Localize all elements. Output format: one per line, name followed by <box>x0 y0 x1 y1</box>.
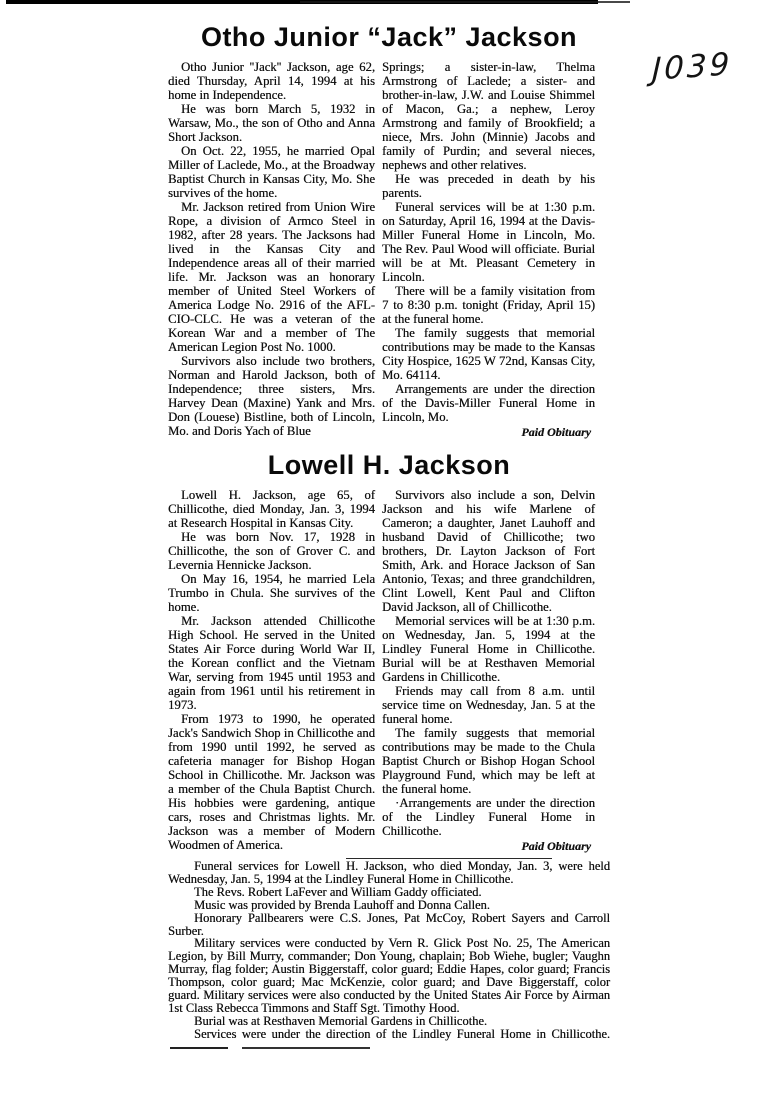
obit-paragraph: The family suggests that memorial contributions may be made to the Kansas City Hospice, 1625 W 72nd, Kansas City, Mo. 64114. <box>382 326 595 382</box>
notice-intro-rest: were held Wednesday, Jan. 5, 1994 at the Lindley Funeral Home in Chillicothe. <box>168 859 610 886</box>
obit-paragraph: Arrangements are under the direction of the Davis-Miller Funeral Home in Lincoln, Mo. <box>382 382 595 424</box>
obit-paragraph: On May 16, 1954, he married Lela Trumbo in Chula. She survives of the home. <box>168 572 375 614</box>
obit-paragraph: Survivors also include two brothers, Norman and Harold Jackson, both of Independence; three sisters, Mrs. Harvey Dean (Maxine) Yank and Mrs. Don (Louese) Bistline, both of Lincoln, Mo. and Doris Yach of Blue <box>168 354 375 438</box>
paid-obituary-label: Paid Obituary <box>521 425 591 439</box>
notice-paragraph: Burial was at Resthaven Memorial Gardens in Chillicothe. <box>194 1013 487 1028</box>
obit-paragraph: Springs; a sister-in-law, Thelma Armstrong of Laclede; a sister- and brother-in-law, J.W. and Louise Shimmel of Macon, Ga.; a nephew, Leroy Armstrong and family of Brookfield; a niece, Mrs. John (Minnie) Jacobs and family of Purdin; and several nieces, nephews and other relatives. <box>382 60 595 172</box>
obit-paragraph: The family suggests that memorial contributions may be made to the Chula Baptist Church or Bishop Hogan School Playground Fund, which may be left at the funeral home. <box>382 726 595 796</box>
obituary-title-otho-jackson: Otho Junior “Jack” Jackson <box>200 22 578 52</box>
obit-paragraph: ·Arrangements are under the direction of the Lindley Funeral Home in Chillicothe. <box>382 796 595 838</box>
obit-paragraph: On Oct. 22, 1955, he married Opal Miller of Laclede, Mo., at the Broadway Baptist Church in Kansas City, Mo. She survives of the home. <box>168 144 375 200</box>
obituary-otho-jackson <box>168 22 610 440</box>
scan-edge-artifact-thin <box>300 1 630 3</box>
notice-overlined-text: H. Jackson, who died Monday, Jan. 3, <box>346 859 553 873</box>
newsprint-content <box>168 22 610 1054</box>
obit-paragraph: Otho Junior ''Jack'' Jackson, age 62, died Thursday, April 14, 1994 at his home in Independence. <box>168 60 375 102</box>
funeral-services-notice <box>168 860 610 1054</box>
obit-paragraph: He was born Nov. 17, 1928 in Chillicothe, the son of Grover C. and Levernia Hennicke Jackson. <box>168 530 375 572</box>
obit-paragraph: Mr. Jackson attended Chillicothe High School. He served in the United States Air Force during World War II, the Korean conflict and the Vietnam War, serving from 1945 until 1953 and again from 1961 until his retirement in 1973. <box>168 614 375 712</box>
obit-paragraph: Lowell H. Jackson, age 65, of Chillicothe, died Monday, Jan. 3, 1994 at Research Hospital in Kansas City. <box>168 488 375 530</box>
notice-paragraph: Military services were conducted by Vern R. Glick Post No. 25, The American Legion, by Bill Murry, commander; Don Young, chaplain; Bob Wiehe, bugler; Vaughn Murray, flag folder; Austin Biggerstaff, color guard; Eddie Hapes, color guard; Francis Thompson, color guard; Mac McKenzie, color guard; and Dave Biggerstaff, color guard. Military services were also conducted by the United States Air Force by Airman 1st Class Rebecca Timmons and Staff Sgt. Timothy Hood. <box>168 936 610 1015</box>
notice-paragraph <box>168 860 610 886</box>
notice-paragraph: Music was provided by Brenda Lauhoff and Donna Callen. <box>194 897 490 912</box>
obituary-right-column <box>382 60 595 440</box>
scan-line-artifact <box>170 1047 228 1049</box>
obit-paragraph: Memorial services will be at 1:30 p.m. on Wednesday, Jan. 5, 1994 at the Lindley Funeral Home in Chillicothe. Burial will be at Resthaven Memorial Gardens in Chillicothe. <box>382 614 595 684</box>
notice-intro-text: Funeral services for Lowell <box>194 859 346 873</box>
notice-paragraph: Honorary Pallbearers were C.S. Jones, Pat McCoy, Robert Sayers and Carroll Surber. <box>168 910 610 938</box>
paid-obituary-label: Paid Obituary <box>521 839 591 853</box>
scan-line-artifact <box>242 1047 370 1049</box>
obit-paragraph: Funeral services will be at 1:30 p.m. on Saturday, April 16, 1994 at the Davis-Miller Funeral Home in Lincoln, Mo. The Rev. Paul Wood will officiate. Burial will be at Mt. Pleasant Cemetery in Lincoln. <box>382 200 595 284</box>
obituary-columns <box>168 60 595 440</box>
obituary-title-lowell-jackson: Lowell H. Jackson <box>267 450 511 480</box>
obituary-columns <box>168 488 595 854</box>
obit-paragraph: From 1973 to 1990, he operated Jack's Sandwich Shop in Chillicothe and from 1990 until 1992, he served as cafeteria manager for Bishop Hogan School in Chillicothe. Mr. Jackson was a member of the Chula Baptist Church. His hobbies were gardening, antique cars, roses and Christmas lights. Mr. Jackson was a member of Modern Woodmen of America. <box>168 712 375 852</box>
obit-paragraph: Survivors also include a son, Delvin Jackson and his wife Marlene of Cameron; a daughter, Janet Lauhoff and husband David of Chillicothe; two brothers, Dr. Layton Jackson of Fort Smith, Ark. and Horace Jackson of San Antonio, Texas; and three grandchildren, Clint Lowell, Kent Paul and Clifton David Jackson, all of Chillicothe. <box>382 488 595 614</box>
obituary-left-column <box>168 60 375 440</box>
notice-paragraph: The Revs. Robert LaFever and William Gaddy officiated. <box>194 884 482 899</box>
obit-paragraph: There will be a family visitation from 7 to 8:30 p.m. tonight (Friday, April 15) at the funeral home. <box>382 284 595 326</box>
obit-paragraph: He was preceded in death by his parents. <box>382 172 595 200</box>
obit-paragraph: Friends may call from 8 a.m. until service time on Wednesday, Jan. 5 at the funeral home. <box>382 684 595 726</box>
notice-paragraph-last <box>168 1028 610 1054</box>
obituary-left-column <box>168 488 375 854</box>
notice-last-text: Services were under the direction of the Lindley Funeral Home in Chillicothe. <box>194 1026 610 1041</box>
obituary-right-column <box>382 488 595 854</box>
obituary-lowell-jackson <box>168 450 610 854</box>
handwritten-archive-code: J039 <box>651 46 733 88</box>
obit-paragraph: Mr. Jackson retired from Union Wire Rope, a division of Armco Steel in 1982, after 28 years. The Jacksons had lived in the Kansas City and Independence areas all of their married life. Mr. Jackson was an honorary member of United Steel Workers of America Lodge No. 2916 of the AFL-CIO-CLC. He was a veteran of the Korean War and a member of The American Legion Post No. 1000. <box>168 200 375 354</box>
obit-paragraph: He was born March 5, 1932 in Warsaw, Mo., the son of Otho and Anna Short Jackson. <box>168 102 375 144</box>
